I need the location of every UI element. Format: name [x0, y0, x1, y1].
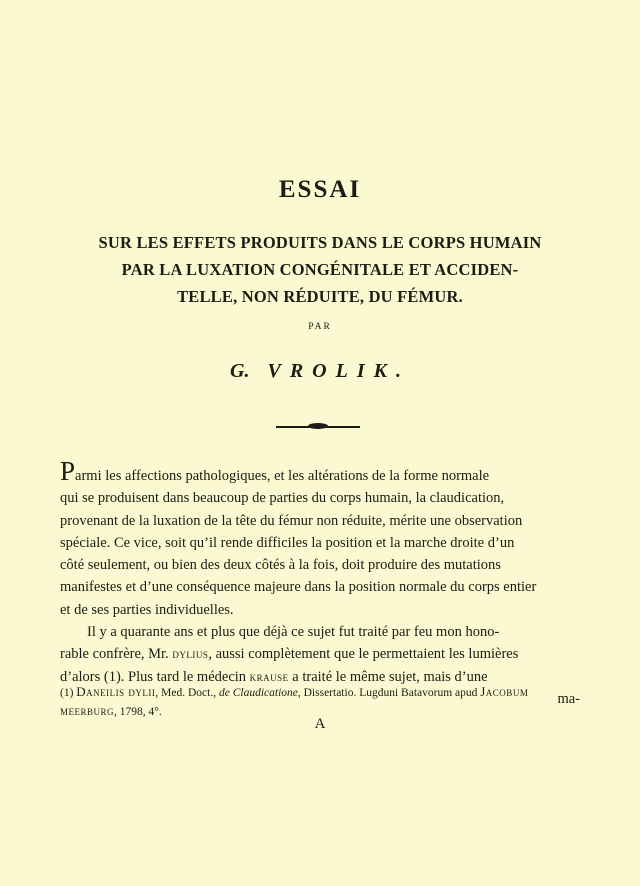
signature-mark: A: [314, 716, 326, 732]
footnote-line: (1) Daneilis dylii, Med. Doct., de Claudicatione, Dissertatio. Lugduni Batavorum apud Jacobum: [60, 684, 529, 699]
paragraph-2-line: Il y a quarante ans et plus que déjà ce sujet fut traité par feu mon hono-: [87, 624, 500, 641]
document-subtitle: [60, 229, 580, 310]
person-name: dylius: [172, 646, 209, 662]
paragraph-1-line: Parmi les affections pathologiques, et les altérations de la forme normale: [60, 456, 490, 486]
body-text: [60, 456, 580, 710]
paragraph-2-line: d’alors (1). Plus tard le médecin krause a traité le même sujet, mais d’une: [60, 668, 488, 685]
subtitle-line: SUR LES EFFETS PRODUITS DANS LE CORPS HUMAIN: [98, 233, 542, 252]
drop-cap: P: [60, 456, 76, 486]
work-title: de Claudicatione: [218, 687, 298, 699]
by-label: PAR: [308, 322, 332, 332]
author-initial: G.: [230, 360, 250, 382]
paragraph-1-line: manifestes et d’une conséquence majeure dans la position normale du corps entier: [60, 579, 537, 596]
paragraph-1-line: spéciale. Ce vice, soit qu’il rende difficiles la position et la marche droite d’un: [60, 534, 515, 551]
author-surname: VROLIK.: [267, 360, 410, 382]
paragraph-2-line: rable confrère, Mr. dylius, aussi complètement que le permettaient les lumières: [60, 646, 519, 663]
paragraph-1-line: et de ses parties individuelles.: [60, 601, 234, 618]
paragraph-1-line: qui se produisent dans beaucoup de parties du corps humain, la claudication,: [60, 490, 505, 507]
paragraph-1-line: provenant de la luxation de la tête du fémur non réduite, mérite une observation: [60, 512, 523, 529]
document-title: ESSAI: [278, 176, 362, 203]
ornamental-rule-knob: [308, 423, 328, 429]
footnote-line: meerburg, 1798, 4°.: [60, 703, 162, 718]
subtitle-line: PAR LA LUXATION CONGÉNITALE ET ACCIDEN-: [121, 260, 519, 279]
paragraph-1-line: côté seulement, ou bien des deux côtés à la fois, doit produire des mutations: [60, 557, 501, 574]
author-name: [0, 360, 640, 383]
subtitle-line: TELLE, NON RÉDUITE, DU FÉMUR.: [177, 287, 463, 306]
person-name: krause: [249, 668, 289, 684]
catchword: ma-: [557, 690, 580, 707]
